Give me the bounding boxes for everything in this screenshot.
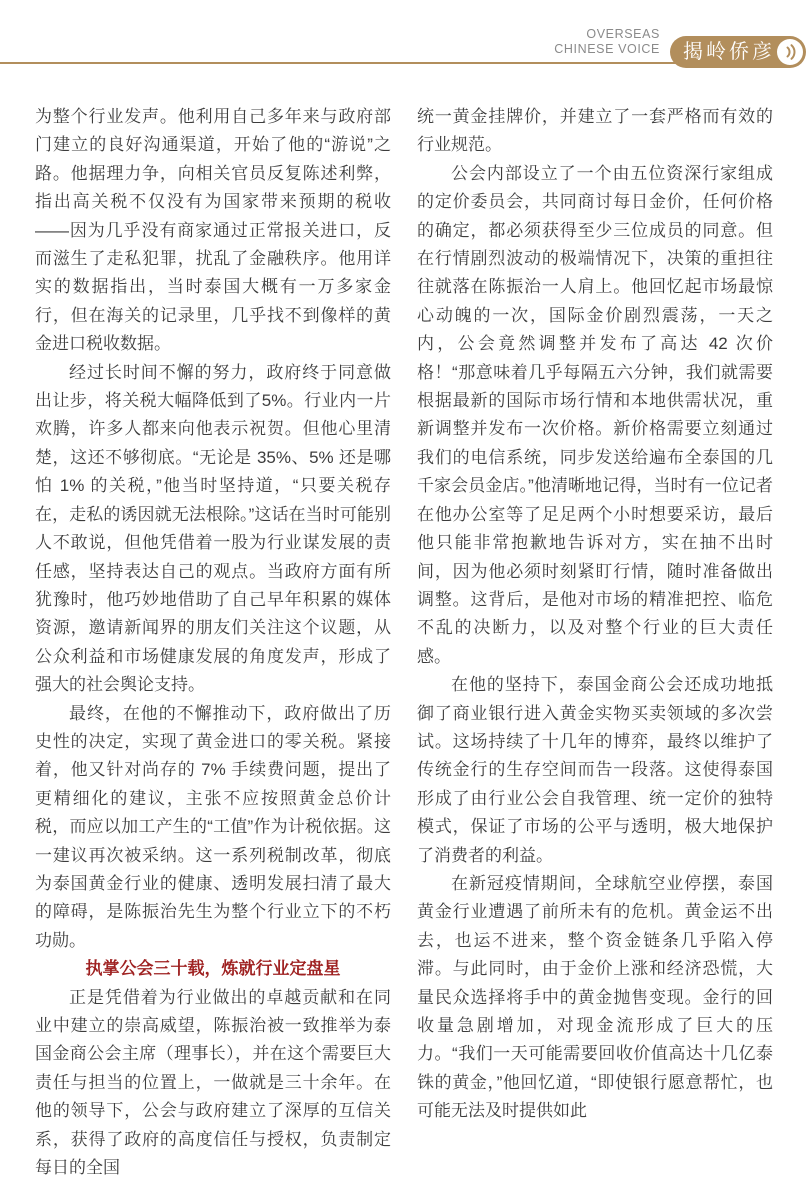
paragraph-continuation: 统一黄金挂牌价，并建立了一套严格而有效的行业规范。 [417, 107, 773, 155]
paragraph: 经过长时间不懈的努力，政府终于同意做出让步，将关税大幅降低到了5%。行业内一片欢腾，许多人都来向他表示祝贺。但他心里清楚，这还不够彻底。“无论是 35%、5% 还是哪怕 1% 的关税，”他当时坚持道，“只要关税存在，走私的诱因就无法根除。”这话在当时可能别人不敢说，但他凭借着一股为行业谋发展的责任感，坚持表达自己的观点。当政府方面有所犹豫时，他巧妙地借助了自己早年积累的媒体资源，邀请新闻界的朋友们关注这个议题，从公众利益和市场健康发展的角度发声，形成了强大的社会舆论支持。 [35, 362, 391, 695]
article-body [0, 103, 808, 1182]
section-label-line1: OVERSEAS [586, 27, 660, 41]
section-badge [670, 36, 806, 68]
paragraph: 在新冠疫情期间，全球航空业停摆，泰国黄金行业遭遇了前所未有的危机。黄金运不出去，也运不进来，整个资金链条几乎陷入停滞。与此同时，由于金价上涨和经济恐慌，大量民众选择将手中的黄金抛售变现。金行的回收量急剧增加，对现金流形成了巨大的压力。“我们一天可能需要回收价值高达十几亿泰铢的黄金，”他回忆道，“即使银行愿意帮忙，也可能无法及时提供如此 [417, 873, 773, 1121]
paragraph: 正是凭借着为行业做出的卓越贡献和在同业中建立的崇高威望，陈振治被一致推举为泰国金商公会主席（理事长），并在这个需要巨大责任与担当的位置上，一做就是三十余年。在他的领导下，公会与政府建立了深厚的互信关系，获得了政府的高度信任与授权，负责制定每日的全国 [35, 987, 391, 1178]
paragraph: 公会内部设立了一个由五位资深行家组成的定价委员会，共同商讨每日金价，任何价格的确定，都必须获得至少三位成员的同意。但在行情剧烈波动的极端情况下，决策的重担往往就落在陈振治一人肩上。他回忆起市场最惊心动魄的一次，国际金价剧烈震荡，一天之内，公会竟然调整并发布了高达 42 次价格！“那意味着几乎每隔五六分钟，我们就需要根据最新的国际市场行情和本地供需状况，重新调整并发布一次价格。新价格需要立刻通过我们的电信系统，同步发送给遍布全泰国的几千家会员金店。”他清晰地记得，当时有一位记者在他办公室等了足足两个小时想要采访，最后他只能非常抱歉地告诉对方，实在抽不出时间，因为他必须时刻紧盯行情，随时准备做出调整。这背后，是他对市场的精准把控、临危不乱的决断力，以及对整个行业的巨大责任感。 [417, 163, 773, 666]
section-heading: 执掌公会三十载，炼就行业定盘星 [85, 959, 341, 979]
left-column [35, 103, 391, 1182]
right-column [417, 103, 773, 1182]
paragraph: 最终，在他的不懈推动下，政府做出了历史性的决定，实现了黄金进口的零关税。紧接着，他又针对尚存的 7% 手续费问题，提出了更精细化的建议，主张不应按照黄金总价计税，而应以加工产生的“工值”作为计税依据。这一建议再次被采纳。这一系列税制改革，彻底为泰国黄金行业的健康、透明发展扫清了最大的障碍，是陈振治先生为整个行业立下的不朽功勋。 [35, 703, 391, 950]
sound-wave-icon [777, 39, 803, 65]
paragraph-continuation: 为整个行业发声。他利用自己多年来与政府部门建立的良好沟通渠道，开始了他的“游说”之路。他据理力争，向相关官员反复陈述利弊，指出高关税不仅没有为国家带来预期的税收——因为几乎没有商家通过正常报关进口，反而滋生了走私犯罪，扰乱了金融秩序。他用详实的数据指出，当时泰国大概有一万多家金行，但在海关的记录里，几乎找不到像样的黄金进口税收数据。 [35, 107, 391, 354]
paragraph: 在他的坚持下，泰国金商公会还成功地抵御了商业银行进入黄金实物买卖领域的多次尝试。这场持续了十几年的博弈，最终以维护了传统金行的生存空间而告一段落。这使得泰国形成了由行业公会自我管理、统一定价的独特模式，保证了市场的公平与透明，极大地保护了消费者的利益。 [417, 675, 773, 865]
section-label-line2: CHINESE VOICE [554, 42, 660, 56]
page-header [0, 0, 808, 72]
header-rule [0, 62, 676, 64]
section-badge-title: 揭岭侨彦 [683, 41, 775, 63]
section-label-en [554, 27, 660, 57]
